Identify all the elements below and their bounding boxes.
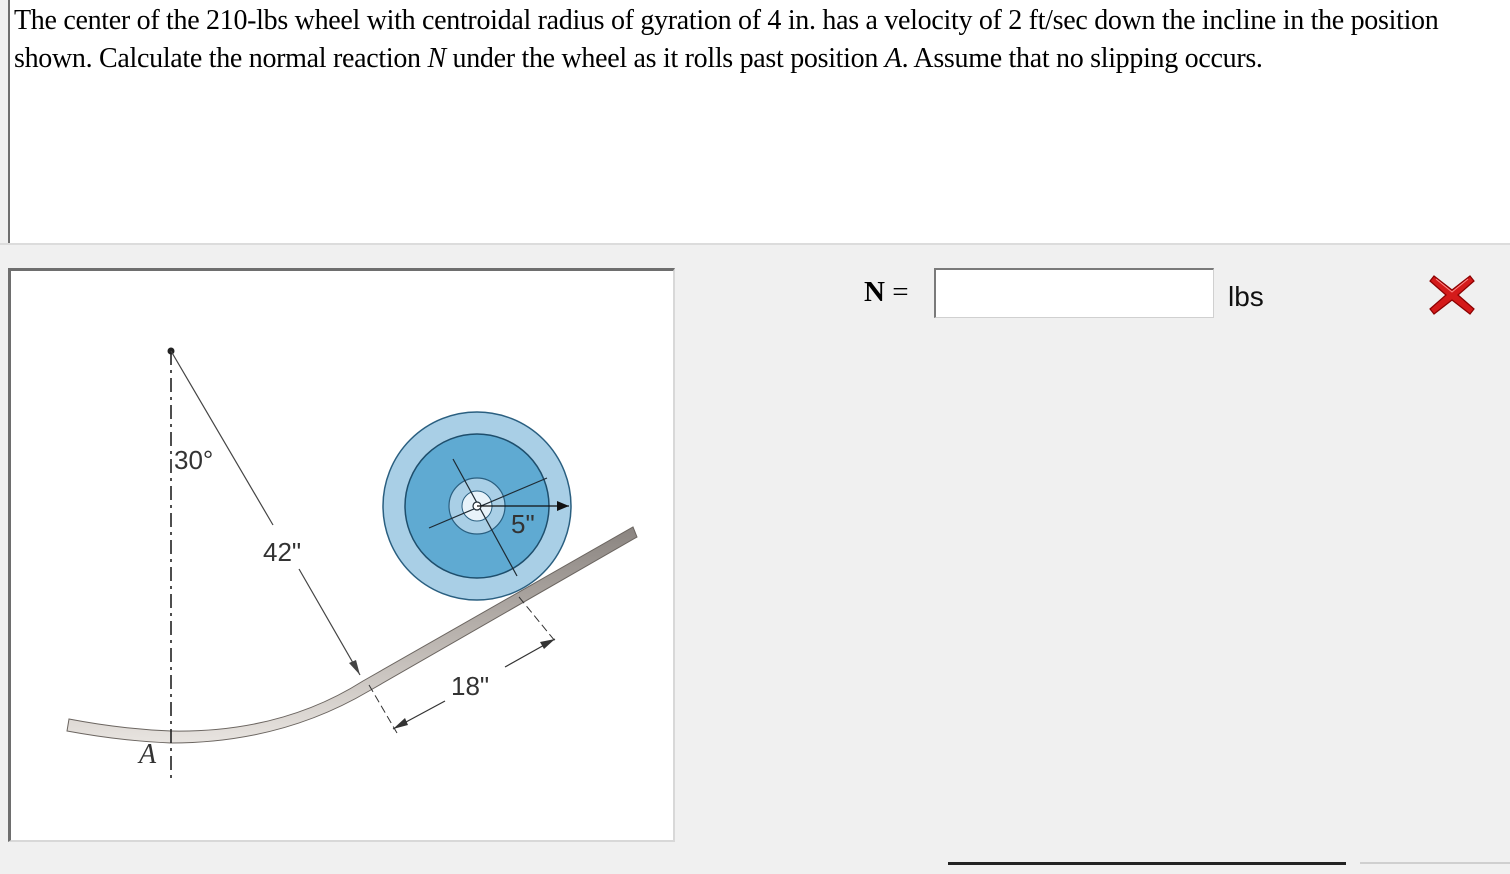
dimension-extension-left bbox=[369, 685, 397, 733]
radius-arrowhead bbox=[349, 660, 360, 675]
answer-label bbox=[864, 276, 909, 309]
variable-n: N bbox=[427, 43, 446, 74]
incorrect-x-icon bbox=[1428, 272, 1476, 318]
wheel-incline-diagram bbox=[11, 271, 673, 840]
radius-line-lower bbox=[299, 569, 360, 675]
variable-a: A bbox=[884, 43, 902, 74]
question-text-part1: The center of the 210-lbs wheel with centroidal radius of gyration of 4 in. has a velocity of 2 ft/sec down the incline in the position shown. Calculate the normal reaction bbox=[14, 5, 1439, 74]
dimension-arrowhead-left bbox=[393, 718, 408, 729]
radius-label: 5" bbox=[511, 509, 535, 539]
answer-equals: = bbox=[884, 276, 909, 308]
panel-separator bbox=[0, 243, 1510, 245]
distance-label: 18" bbox=[451, 671, 490, 701]
point-a-label: A bbox=[139, 739, 157, 770]
question-text bbox=[14, 2, 1504, 78]
radius-line bbox=[171, 351, 273, 525]
dimension-extension-right bbox=[519, 597, 555, 641]
unit-label: lbs bbox=[1228, 281, 1264, 312]
secondary-button[interactable] bbox=[1360, 862, 1510, 874]
answer-input[interactable] bbox=[934, 268, 1214, 318]
dimension-arrowhead-right bbox=[540, 639, 555, 649]
question-panel bbox=[8, 0, 1510, 243]
angle-label: 30° bbox=[174, 445, 214, 475]
question-text-part2: under the wheel as it rolls past position bbox=[445, 43, 885, 74]
figure-panel bbox=[8, 268, 675, 842]
length-label: 42" bbox=[263, 537, 302, 567]
wheel bbox=[383, 412, 571, 600]
submit-button[interactable] bbox=[948, 862, 1346, 874]
answer-variable: N bbox=[864, 276, 885, 308]
question-text-part3: . Assume that no slipping occurs. bbox=[901, 43, 1263, 74]
